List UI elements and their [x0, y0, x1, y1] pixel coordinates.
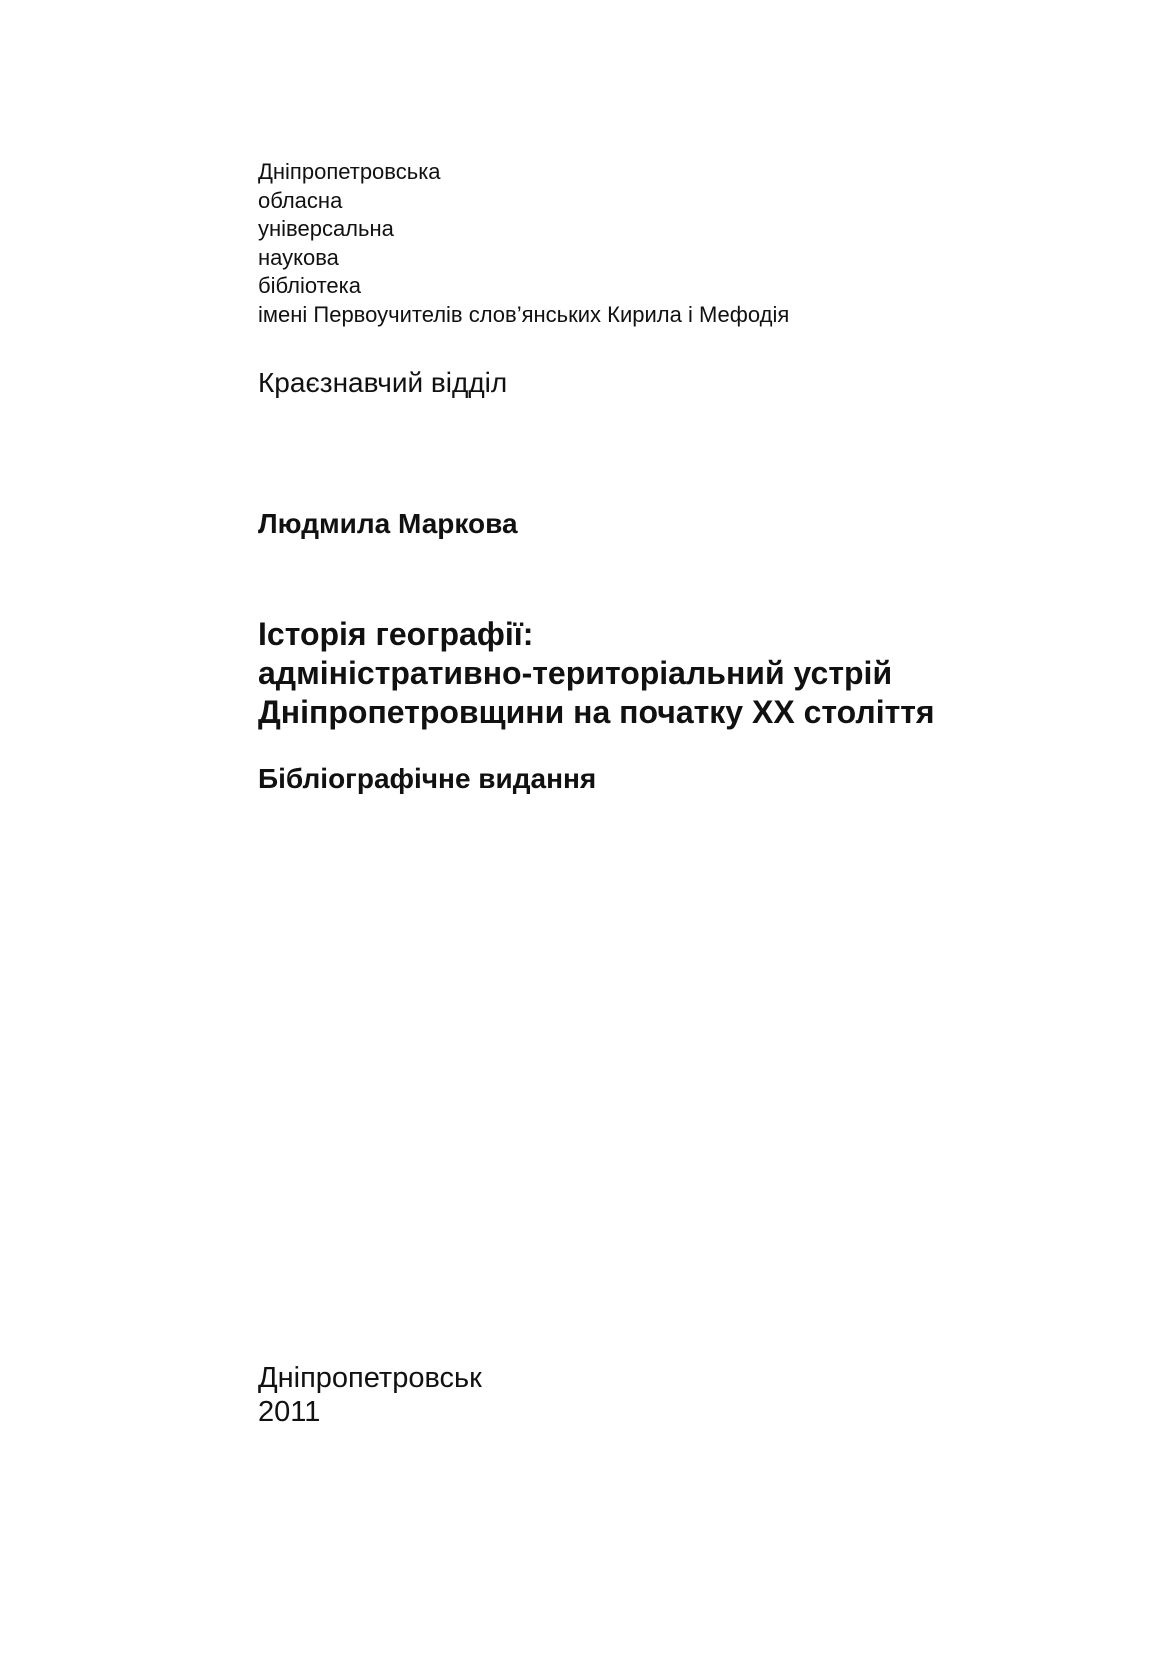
- institution-line: наукова: [258, 244, 339, 270]
- institution-line: універсальна: [258, 216, 394, 242]
- imprint-year: 2011: [258, 1396, 321, 1428]
- publication-type: Бібліографічне видання: [258, 763, 597, 794]
- department-name: Краєзнавчий відділ: [258, 367, 508, 398]
- imprint-city: Дніпропетровськ: [258, 1362, 482, 1394]
- title-line: Історія географії:: [258, 616, 534, 652]
- institution-line: імені Первоучителів слов’янських Кирила і Мефодія: [258, 301, 790, 327]
- institution-line: обласна: [258, 187, 343, 213]
- institution-name: [258, 158, 1118, 330]
- institution-line: Дніпропетровська: [258, 159, 441, 184]
- imprint: [258, 1361, 482, 1429]
- author-name: Людмила Маркова: [258, 508, 518, 539]
- title-line: адміністративно-територіальний устрій: [258, 655, 893, 691]
- title-line: Дніпропетровщини на початку ХХ століття: [258, 694, 935, 730]
- book-title: [258, 615, 1138, 732]
- institution-line: бібліотека: [258, 273, 361, 299]
